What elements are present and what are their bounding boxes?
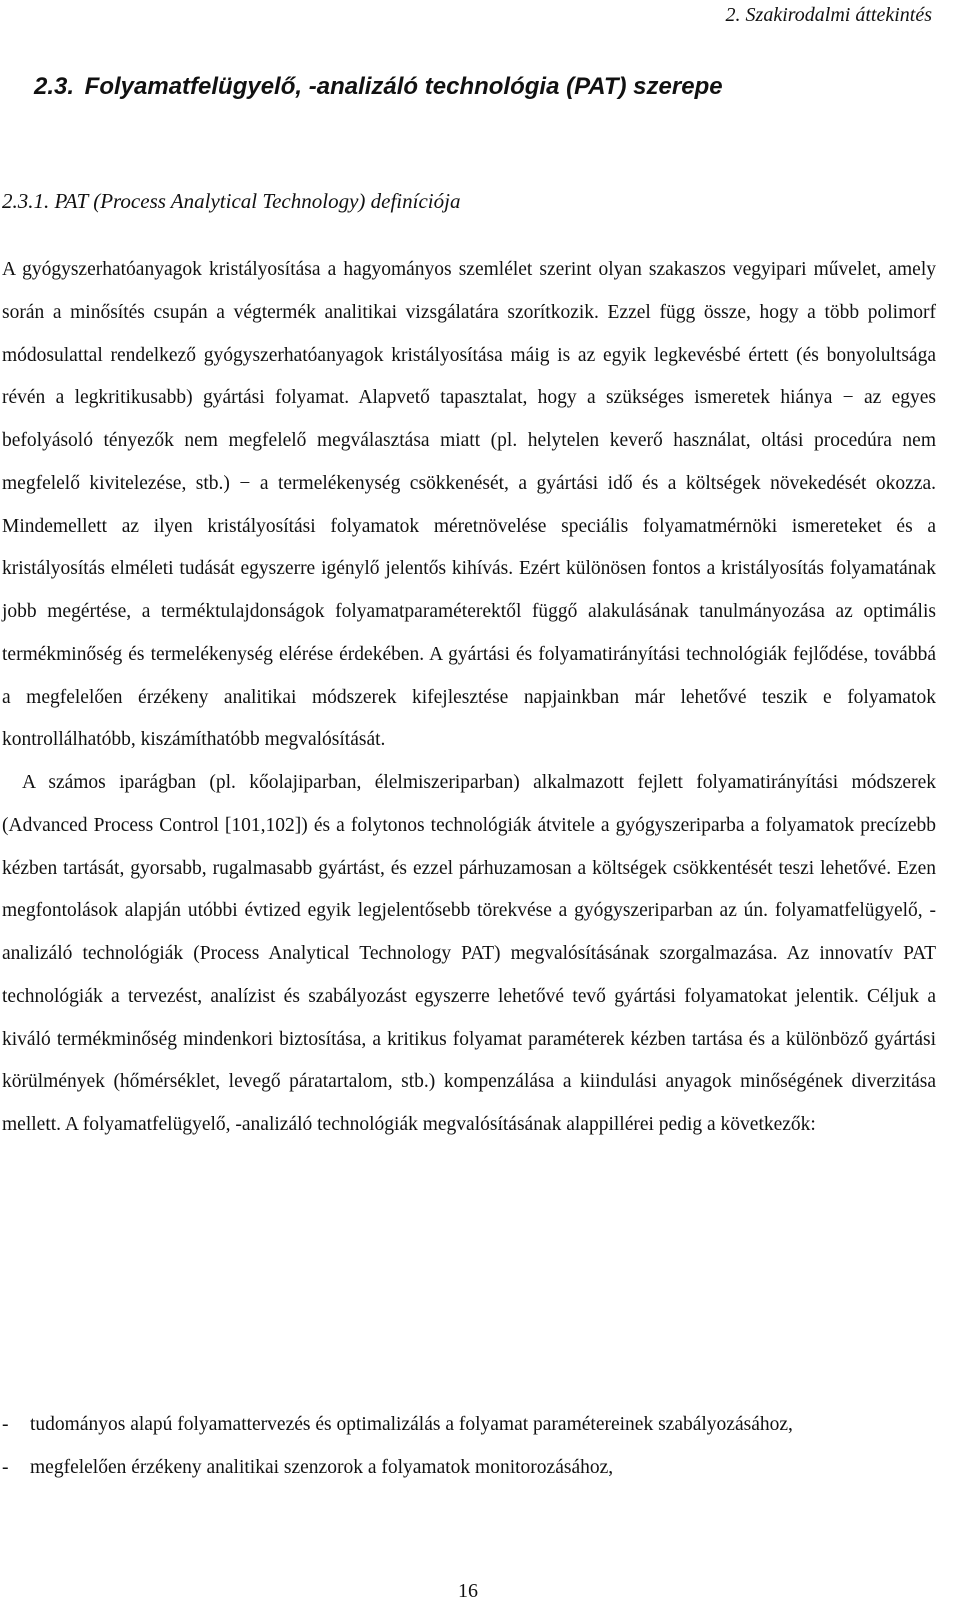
bullet-text: megfelelően érzékeny analitikai szenzorok a folyamatok monitorozásához, [30, 1456, 614, 1478]
bullet-list [2, 1404, 936, 1490]
paragraph-1: A gyógyszerhatóanyagok kristályosítása a hagyományos szemlélet szerint olyan szakaszos vegyipari művelet, amely során a minősítés csupán a végtermék analitikai vizsgálatára szorítkozik. Ezzel függ össze, hogy a több polimorf módosulattal rendelkező gyógyszerhatóanyagok kristályosítása máig is az egyik legkevésbé értett (és bonyolultsága révén a legkritikusabb) gyártási folyamat. Alapvető tapasztalat, hogy a szükséges ismeretek hiánya − az egyes befolyásoló tényezők nem megfelelő megválasztása miatt (pl. helytelen keverő használat, oltási procedúra nem megfelelő kivitelezése, stb.) − a termelékenység csökkenését, a gyártási idő és a költségek növekedését okozza. Mindemellett az ilyen kristályosítási folyamatok méretnövelése speciális folyamatmérnöki ismereteket és a kristályosítás elméleti tudását egyszerre igénylő jelentős kihívás. Ezért különösen fontos a kristályosítás folyamatának jobb megértése, a terméktulajdonságok folyamatparaméterektől függő alakulásának tanulmányozása az optimális termékminőség és termelékenység elérése érdekében. A gyártási és folyamatirányítási technológiák fejlődése, továbbá a megfelelően érzékeny analitikai módszerek kifejlesztése napjainkban már lehetővé teszik e folyamatok kontrollálhatóbb, kiszámíthatóbb megvalósítását. [2, 259, 936, 751]
section-number: 2.3. [34, 73, 75, 100]
section-heading [34, 72, 723, 102]
list-item [2, 1404, 936, 1447]
bullet-text: tudományos alapú folyamattervezés és optimalizálás a folyamat paramétereinek szabályozásához, [30, 1414, 793, 1435]
list-item [2, 1447, 936, 1490]
running-header: 2. Szakirodalmi áttekintés [725, 4, 932, 26]
page-number: 16 [458, 1580, 478, 1602]
subsection-heading: 2.3.1. PAT (Process Analytical Technology) definíciója [2, 189, 461, 213]
section-title: Folyamatfelügyelő, -analizáló technológia (PAT) szerepe [84, 73, 723, 100]
bullet-marker: - [2, 1456, 9, 1478]
bullet-marker: - [2, 1414, 9, 1435]
body-text [2, 249, 936, 1147]
paragraph-2: A számos iparágban (pl. kőolajiparban, élelmiszeriparban) alkalmazott fejlett folyamatirányítási módszerek (Advanced Process Control [101,102]) és a folytonos technológiák átvitele a gyógyszeriparba a folyamatok precízebb kézben tartását, gyorsabb, rugalmasabb gyártást, és ezzel párhuzamosan a költségek csökkentését teszi lehetővé. Ezen megfontolások alapján utóbbi évtized egyik legjelentősebb törekvése a gyógyszeriparban az ún. folyamatfelügyelő, -analizáló technológiák (Process Analytical Technology PAT) megvalósításának szorgalmazása. Az innovatív PAT technológiák a tervezést, analízist és szabályozást egyszerre lehetővé tevő gyártási folyamatokat jelentik. Céljuk a kiváló termékminőség mindenkori biztosítása, a kritikus folyamat paraméterek kézben tartása és a különböző gyártási körülmények (hőmérséklet, levegő páratartalom, stb.) kompenzálása a kiindulási anyagok minőségének diverzitása mellett. A folyamatfelügyelő, -analizáló technológiák megvalósításának alappillérei pedig a következők: [2, 772, 936, 1135]
